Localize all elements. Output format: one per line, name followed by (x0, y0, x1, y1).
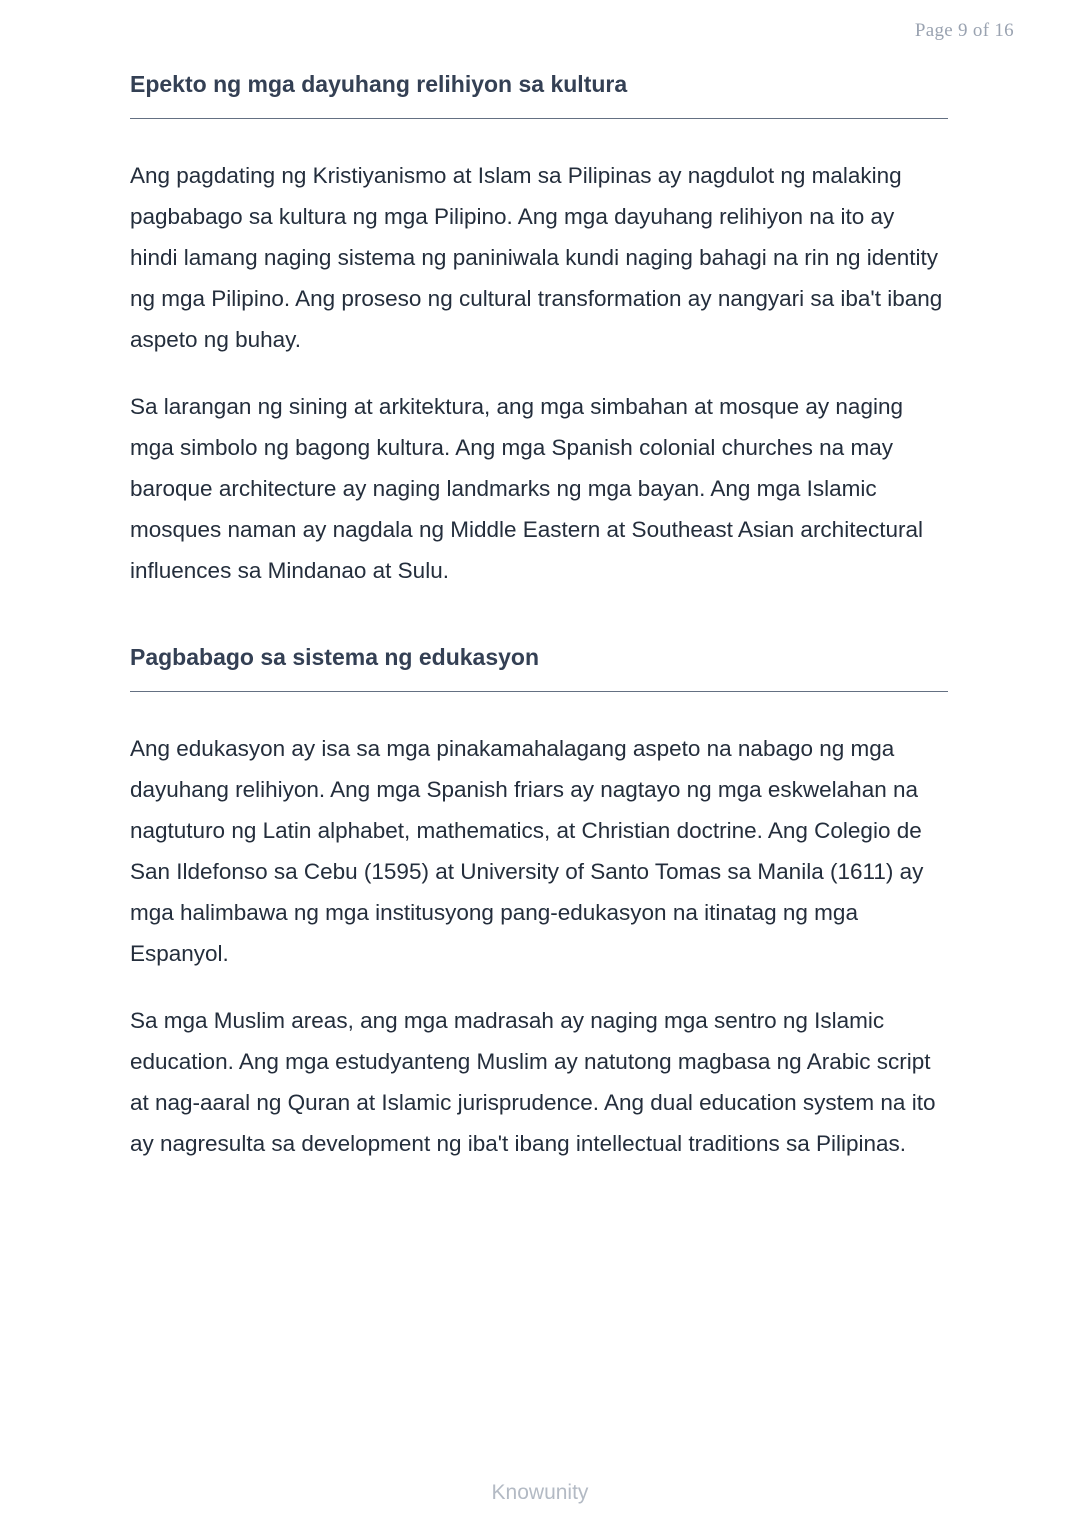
section-heading: Pagbabago sa sistema ng edukasyon (130, 643, 540, 670)
page-indicator: Page 9 of 16 (914, 20, 1014, 41)
section-heading: Epekto ng mga dayuhang relihiyon sa kultura (130, 71, 628, 97)
heading-divider (130, 118, 948, 119)
paragraph: Ang pagdating ng Kristiyanismo at Islam sa Pilipinas ay nagdulot ng malaking pagbabago sa kultura ng mga Pilipino. Ang mga dayuhang relihiyon na ito ay hindi lamang naging sistema ng paniniwala kundi naging bahagi na rin ng identity ng mga Pilipino. Ang proseso ng cultural transformation ay nangyari sa iba't ibang aspeto ng buhay. (130, 162, 943, 352)
footer-brand: Knowunity (491, 1481, 589, 1504)
paragraph: Sa larangan ng sining at arkitektura, ang mga simbahan at mosque ay naging mga simbolo ng bagong kultura. Ang mga Spanish colonial churches na may baroque architecture ay naging landmarks ng mga bayan. Ang mga Islamic mosques naman ay nagdala ng Middle Eastern at Southeast Asian architectural influences sa Mindanao at Sulu. (130, 393, 923, 583)
paragraph: Sa mga Muslim areas, ang mga madrasah ay naging mga sentro ng Islamic education. Ang mga estudyanteng Muslim ay natutong magbasa ng Arabic script at nag-aaral ng Quran at Islamic jurisprudence. Ang dual education system na ito ay nagresulta sa development ng iba't ibang intellectual traditions sa Pilipinas. (130, 1007, 936, 1156)
section-education-system (130, 643, 948, 1164)
heading-divider (130, 691, 948, 692)
paragraph: Ang edukasyon ay isa sa mga pinakamahalagang aspeto na nabago ng mga dayuhang relihiyon. Ang mga Spanish friars ay nagtayo ng mga eskwelahan na nagtuturo ng Latin alphabet, mathematics, at Christian doctrine. Ang Colegio de San Ildefonso sa Cebu (1595) at University of Santo Tomas sa Manila (1611) ay mga halimbawa ng mga institusyong pang-edukasyon na itinatag ng mga Espanyol. (130, 735, 924, 966)
document-content (130, 70, 948, 1210)
section-foreign-religion-culture (130, 70, 948, 591)
